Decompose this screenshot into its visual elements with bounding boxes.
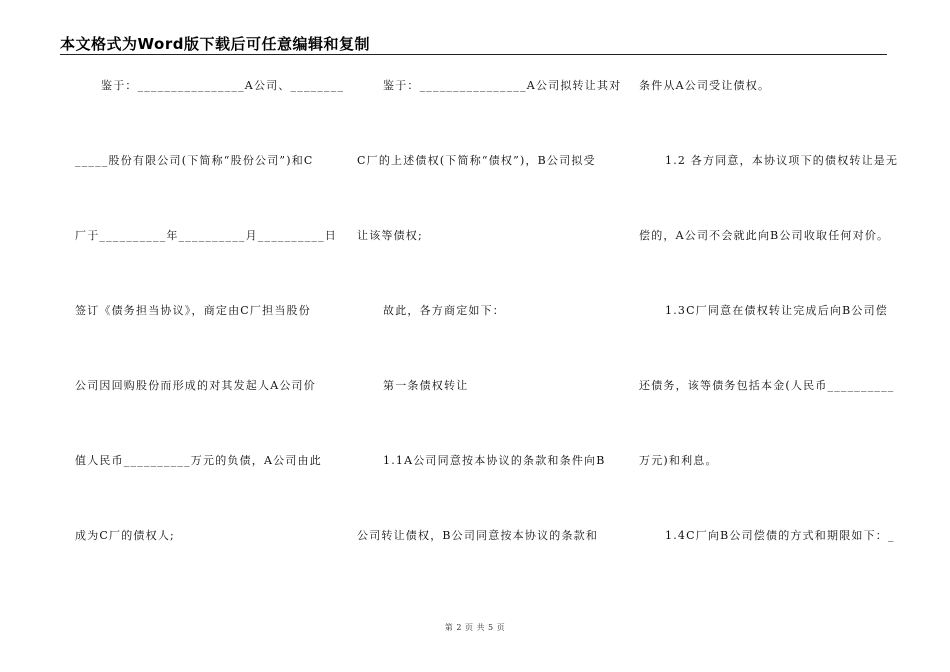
page-number: 第 2 页 共 5 页 xyxy=(444,623,506,632)
header-title: 本文格式为Word版下载后可任意编辑和复制 xyxy=(60,35,370,53)
paragraph-line: _____股份有限公司(下简称“股份公司”)和C xyxy=(75,154,314,167)
paragraph-line: 1.1A公司同意按本协议的条款和条件向B xyxy=(383,454,606,467)
paragraph-line: 成为C厂的债权人; xyxy=(75,529,175,542)
text-column-3 xyxy=(639,0,899,600)
paragraph-line: 还债务，该等债务包括本金(人民币__________ xyxy=(639,379,895,392)
paragraph-line: 让该等债权; xyxy=(357,229,423,242)
section-heading: 第一条债权转让 xyxy=(383,379,469,392)
paragraph-line: 条件从A公司受让债权。 xyxy=(639,79,771,92)
paragraph-line: 1.2 各方同意，本协议项下的债权转让是无 xyxy=(665,154,899,167)
paragraph-line: 厂于__________年__________月__________日 xyxy=(75,229,337,242)
paragraph-line: 1.3C厂同意在债权转让完成后向B公司偿 xyxy=(665,304,888,317)
paragraph-line: 鉴于：________________A公司、________ xyxy=(101,79,345,92)
text-column-2 xyxy=(357,0,622,600)
text-column-1 xyxy=(75,0,345,600)
paragraph-line: 签订《债务担当协议》，商定由C厂担当股份 xyxy=(75,304,311,317)
paragraph-line: 公司因回购股份而形成的对其发起人A公司价 xyxy=(75,379,316,392)
paragraph-line: 偿的，A公司不会就此向B公司收取任何对价。 xyxy=(639,229,890,242)
paragraph-line: 1.4C厂向B公司偿债的方式和期限如下：_ xyxy=(665,529,895,542)
paragraph-line: 万元)和利息。 xyxy=(639,454,718,467)
paragraph-line: 值人民币__________万元的负债，A公司由此 xyxy=(75,454,322,467)
paragraph-line: 鉴于：________________A公司拟转让其对 xyxy=(383,79,622,92)
paragraph-line: 公司转让债权，B公司同意按本协议的条款和 xyxy=(357,529,599,542)
paragraph-line: C厂的上述债权(下简称“债权”)，B公司拟受 xyxy=(357,154,596,167)
paragraph-line: 故此，各方商定如下： xyxy=(383,304,505,317)
